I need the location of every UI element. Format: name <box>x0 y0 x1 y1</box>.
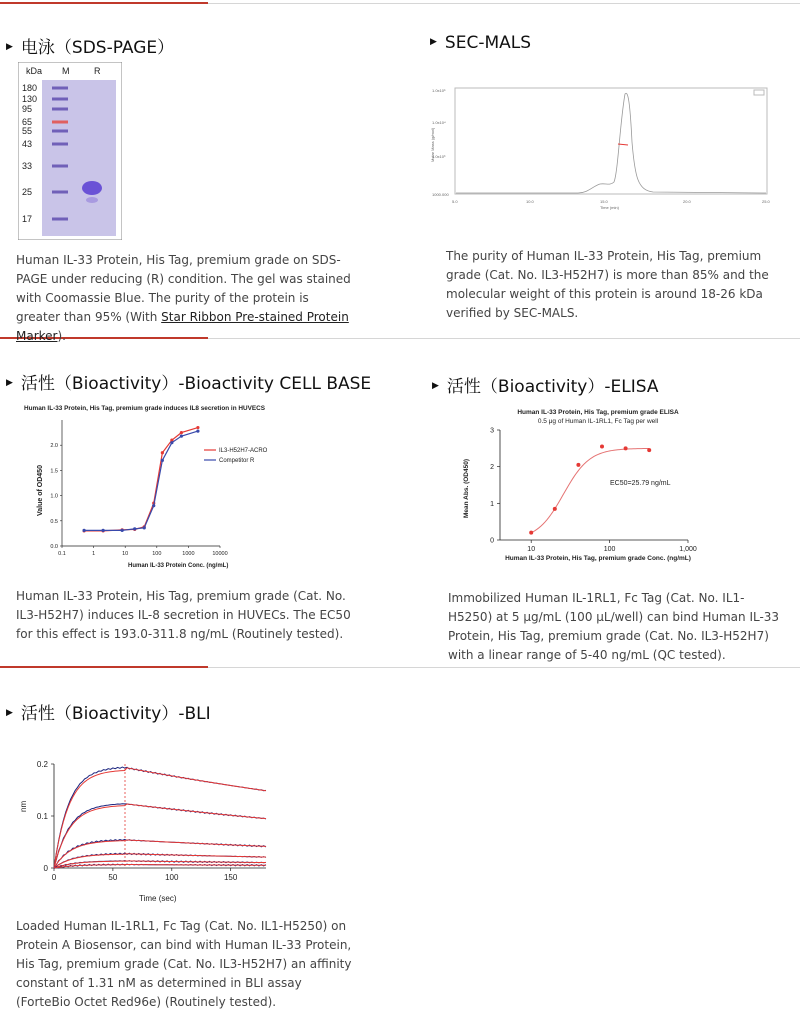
bli-fit-trace <box>54 768 266 868</box>
bli-xtick-label: 50 <box>108 873 118 882</box>
section-separator <box>0 3 800 4</box>
sec-xtick: 5.0 <box>452 199 458 204</box>
cell-data-point <box>102 529 105 532</box>
bli-fit-trace <box>54 804 266 868</box>
sec-xtick: 20.0 <box>683 199 691 204</box>
bli-fit-trace <box>54 865 266 868</box>
cell-data-point <box>196 429 199 432</box>
legend-label-acro: IL3-H52H7-ACRO <box>219 448 268 454</box>
sec-xtick: 25.0 <box>762 199 770 204</box>
elisa-chart-xlabel: Human IL-33 Protein, His Tag, premium grade Conc. (ng/mL) <box>505 555 691 562</box>
gel-marker-label: 65 <box>22 117 33 127</box>
gel-marker-band <box>52 98 68 101</box>
sec-mals-chart <box>428 82 780 212</box>
bullet-triangle-icon: ▶ <box>430 37 437 47</box>
elisa-chart <box>448 400 748 570</box>
cell-bioactivity-title: ▶ 活性（Bioactivity）-Bioactivity CELL BASE <box>6 374 372 394</box>
star-ribbon-marker-link[interactable]: Star Ribbon Pre-stained Protein Marker <box>16 310 349 343</box>
bli-title: ▶ 活性（Bioactivity）-BLI <box>6 704 211 724</box>
cell-ytick-label: 1.0 <box>50 493 58 500</box>
bli-ytick-label: 0 <box>43 864 48 873</box>
sec-ytick: 1000.000 <box>432 192 449 197</box>
sds-page-description: Human IL-33 Protein, His Tag, premium grade on SDS-PAGE under reducing (R) condition. The gel was stained with Coomassie Blue. The purity of the protein is greater than 95% (With Star Ribbon Pre-stained Protein Marker). <box>16 253 351 343</box>
cell-data-point <box>170 441 173 444</box>
elisa-data-point <box>553 507 557 511</box>
elisa-data-point <box>600 445 604 449</box>
cell-bioactivity-description: Human IL-33 Protein, His Tag, premium grade (Cat. No. IL3-H52H7) induces IL-8 secretion in HUVECs. The EC50 for this effect is 193.0-311.8 ng/mL (Routinely tested). <box>16 589 351 641</box>
gel-marker-band <box>52 165 68 168</box>
cell-xtick-label: 10 <box>122 551 129 557</box>
cell-data-point <box>82 529 85 532</box>
bli-raw-trace <box>54 767 266 868</box>
bli-chart <box>14 754 274 908</box>
gel-marker-band <box>52 108 68 111</box>
bli-description: Loaded Human IL-1RL1, Fc Tag (Cat. No. IL1-H5250) on Protein A Biosensor, can bind with Human IL-33 Protein, His Tag, premium grade (Cat. No. IL3-H52H7) an affinity constant of 1.31 nM as determined in BLI assay (ForteBio Octet Red96e) (Routinely tested). <box>16 919 352 1009</box>
cell-chart-title: Human IL-33 Protein, His Tag, premium grade induces IL8 secretion in HUVECS <box>24 405 266 412</box>
elisa-ytick-label: 1 <box>490 500 494 508</box>
elisa-ytick-label: 3 <box>490 427 494 435</box>
gel-marker-label: 180 <box>22 83 38 93</box>
gel-header-reducing: R <box>94 66 101 76</box>
sds-page-gel-image <box>18 62 122 240</box>
elisa-chart-ylabel: Mean Abs. (OD450) <box>463 459 470 518</box>
cell-series-line <box>84 431 198 530</box>
cell-ytick-label: 0.5 <box>50 518 58 525</box>
cell-ytick-label: 2.0 <box>50 443 58 450</box>
gel-marker-label: 130 <box>22 94 38 104</box>
cell-data-point <box>180 431 183 434</box>
elisa-ec50-annotation: EC50=25.79 ng/mL <box>610 480 671 487</box>
cell-series-line <box>84 428 198 531</box>
bli-ytick-label: 0.2 <box>36 760 48 769</box>
sec-ytick: 1.0x10⁴ <box>432 120 446 125</box>
cell-data-point <box>133 527 136 530</box>
sec-ytick: 1.0x10³ <box>432 154 446 159</box>
cell-chart-xlabel: Human IL-33 Protein Conc. (ng/mL) <box>128 563 229 569</box>
gel-marker-label: 25 <box>22 187 33 197</box>
cell-data-point <box>196 426 199 429</box>
bullet-triangle-icon: ▶ <box>432 381 439 391</box>
elisa-xtick-label: 1,000 <box>679 546 697 553</box>
cell-ytick-label: 1.5 <box>50 468 58 475</box>
cell-xtick-label: 0.1 <box>58 551 66 557</box>
sec-mals-description: The purity of Human IL-33 Protein, His Tag, premium grade (Cat. No. IL3-H52H7) is more than 85% and the molecular weight of this protein is around 18-26 kDa verified by SEC-MALS. <box>446 249 769 320</box>
elisa-chart-title: Human IL-33 Protein, His Tag, premium grade ELISA <box>517 409 679 416</box>
cell-chart-ylabel: Value of OD450 <box>37 465 44 516</box>
gel-marker-label: 55 <box>22 126 33 136</box>
cell-xtick-label: 1000 <box>182 551 195 557</box>
gel-marker-band <box>52 218 68 221</box>
gel-header-marker: M <box>62 66 70 76</box>
protein-band <box>82 181 102 195</box>
bli-raw-trace <box>54 839 266 867</box>
bullet-triangle-icon: ▶ <box>6 42 13 52</box>
sec-xtick: 15.0 <box>600 199 608 204</box>
bli-xtick-label: 150 <box>223 873 238 882</box>
sec-xlabel: Time (min) <box>600 205 619 210</box>
elisa-ytick-label: 0 <box>490 537 494 545</box>
cell-data-point <box>143 526 146 529</box>
gel-marker-band <box>52 130 68 133</box>
elisa-fit-curve <box>531 448 649 532</box>
gel-marker-band <box>52 121 68 124</box>
sds-page-title: ▶ 电泳（SDS-PAGE） <box>6 38 175 58</box>
sec-ytick: 1.0x10⁵ <box>432 88 446 93</box>
gel-header-kda: kDa <box>26 66 43 76</box>
gel-marker-band <box>52 143 68 146</box>
sec-xtick: 10.0 <box>526 199 534 204</box>
elisa-data-point <box>624 446 628 450</box>
elisa-data-point <box>529 531 533 535</box>
cell-ytick-label: 0.0 <box>50 544 58 550</box>
elisa-xtick-label: 10 <box>527 546 536 553</box>
sec-mals-title: ▶ SEC-MALS <box>430 33 532 53</box>
protein-band-smear <box>86 197 98 203</box>
cell-data-point <box>161 459 164 462</box>
elisa-data-point <box>647 448 651 452</box>
bullet-triangle-icon: ▶ <box>6 378 13 388</box>
elisa-data-point <box>576 463 580 467</box>
elisa-description: Immobilized Human IL-1RL1, Fc Tag (Cat. No. IL1-H5250) at 5 μg/mL (100 μL/well) can bind Human IL-33 Protein, His Tag, premium grade (Cat. No. IL3-H52H7) with a linear range of 5-40 ng/mL (QC tested). <box>448 591 780 662</box>
legend-label-competitor: Competitor R <box>219 458 255 464</box>
bli-chart-xlabel: Time (sec) <box>139 894 177 903</box>
bli-fit-trace <box>54 840 266 868</box>
elisa-xtick-label: 100 <box>603 546 616 553</box>
cell-data-point <box>152 504 155 507</box>
cell-xtick-label: 10000 <box>212 551 228 557</box>
bli-xtick-label: 0 <box>51 873 57 882</box>
elisa-title: ▶ 活性（Bioactivity）-ELISA <box>432 377 659 397</box>
cell-data-point <box>161 451 164 454</box>
cell-xtick-label: 100 <box>152 551 162 557</box>
gel-marker-band <box>52 87 68 90</box>
sec-ylabel: Molar Mass (g/mol) <box>430 127 435 162</box>
cell-data-point <box>121 529 124 532</box>
bli-xtick-label: 100 <box>165 873 179 882</box>
elisa-ytick-label: 2 <box>490 464 494 472</box>
gel-marker-label: 95 <box>22 104 33 114</box>
gel-marker-band <box>52 191 68 194</box>
cell-data-point <box>180 435 183 438</box>
elisa-chart-subtitle: 0.5 μg of Human IL-1RL1, Fc Tag per well <box>537 418 659 425</box>
cell-bioactivity-chart <box>20 398 340 573</box>
bullet-triangle-icon: ▶ <box>6 708 13 718</box>
cell-xtick-label: 1 <box>92 551 96 557</box>
section-separator <box>0 667 800 668</box>
bli-ytick-label: 0.1 <box>36 812 48 821</box>
gel-marker-label: 43 <box>22 139 33 149</box>
bli-chart-ylabel: nm <box>19 800 28 812</box>
gel-marker-label: 33 <box>22 161 33 171</box>
gel-marker-label: 17 <box>22 214 33 224</box>
